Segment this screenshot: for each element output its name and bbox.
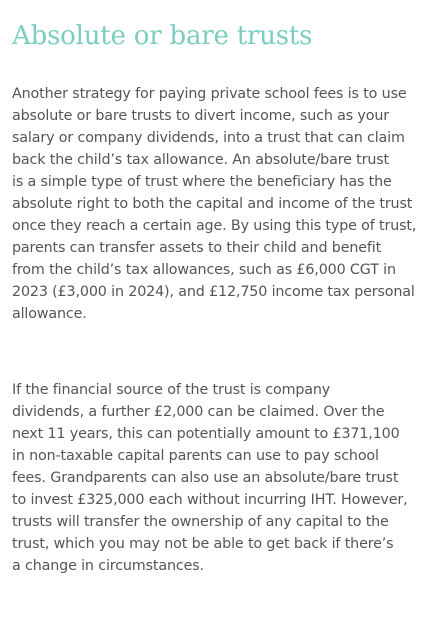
paragraph-line: If the financial source of the trust is company (12, 382, 331, 398)
paragraph-line: parents can transfer assets to their child and benefit (12, 240, 382, 256)
paragraph-line: dividends, a further £2,000 can be claimed. Over the (12, 404, 385, 420)
paragraph-line: next 11 years, this can potentially amount to £371,100 (12, 426, 400, 442)
paragraph-line: trusts will transfer the ownership of any capital to the (12, 514, 389, 530)
paragraph-1 (12, 83, 422, 325)
section-heading: Absolute or bare trusts (12, 21, 313, 51)
paragraph-line: in non-taxable capital parents can use to pay school (12, 448, 379, 464)
paragraph-line: once they reach a certain age. By using this type of trust, (12, 218, 417, 234)
paragraph-line: fees. Grandparents can also use an absolute/bare trust (12, 470, 399, 486)
paragraph-line: allowance. (12, 306, 87, 322)
paragraph-line: trust, which you may not be able to get back if there’s (12, 536, 394, 552)
paragraph-line: a change in circumstances. (12, 558, 204, 574)
paragraph-2 (12, 379, 422, 577)
paragraph-line: Another strategy for paying private school fees is to use (12, 86, 407, 102)
paragraph-line: to invest £325,000 each without incurring IHT. However, (12, 492, 408, 508)
paragraph-line: salary or company dividends, into a trust that can claim (12, 130, 405, 146)
paragraph-line: absolute right to both the capital and income of the trust (12, 196, 413, 212)
paragraph-line: absolute or bare trusts to divert income, such as your (12, 108, 389, 124)
paragraph-line: 2023 (£3,000 in 2024), and £12,750 income tax personal (12, 284, 415, 300)
paragraph-line: back the child’s tax allowance. An absolute/bare trust (12, 152, 390, 168)
paragraph-line: from the child’s tax allowances, such as £6,000 CGT in (12, 262, 396, 278)
paragraph-line: is a simple type of trust where the beneficiary has the (12, 174, 392, 190)
